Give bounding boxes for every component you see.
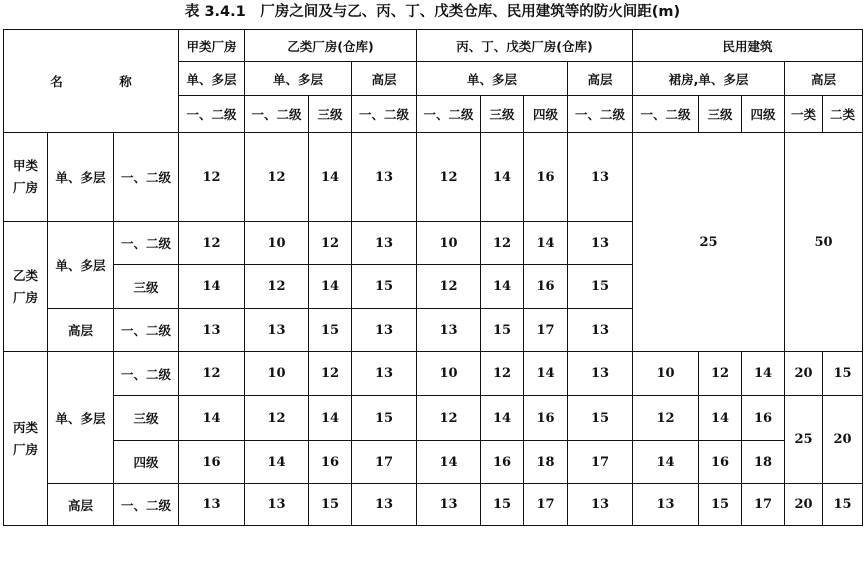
header-class: 一类 <box>785 96 823 133</box>
header-civil-podium: 裙房,单、多层 <box>633 62 785 96</box>
header-civil: 民用建筑 <box>633 30 863 62</box>
merged-bing-class2: 20 <box>823 396 863 484</box>
value-cell: 14 <box>481 133 524 222</box>
row-label-grade: 一、二级 <box>114 309 179 352</box>
value-cell: 12 <box>309 352 352 396</box>
table-title: 表 3.4.1 厂房之间及与乙、丙、丁、戊类仓库、民用建筑等的防火间距(m) <box>184 4 681 20</box>
value-cell: 13 <box>417 484 481 526</box>
value-cell: 16 <box>179 441 245 484</box>
value-cell: 14 <box>699 396 742 441</box>
value-cell: 15 <box>481 309 524 352</box>
header-grade: 一、二级 <box>179 96 245 133</box>
value-cell: 12 <box>417 265 481 309</box>
value-cell: 17 <box>352 441 417 484</box>
value-cell: 13 <box>417 309 481 352</box>
row-label-grade: 一、二级 <box>114 484 179 526</box>
table-row <box>4 133 863 222</box>
value-cell: 10 <box>417 352 481 396</box>
value-cell: 17 <box>742 484 785 526</box>
value-cell: 10 <box>633 352 699 396</box>
value-cell: 16 <box>699 441 742 484</box>
value-cell: 14 <box>481 396 524 441</box>
value-cell: 12 <box>699 352 742 396</box>
value-cell: 12 <box>309 222 352 265</box>
value-cell: 13 <box>179 309 245 352</box>
value-cell: 14 <box>309 396 352 441</box>
row-label-grade: 三级 <box>114 265 179 309</box>
value-cell: 13 <box>245 484 309 526</box>
header-yi-factory: 乙类厂房(仓库) <box>245 30 417 62</box>
value-cell: 16 <box>481 441 524 484</box>
row-label-grade: 一、二级 <box>114 222 179 265</box>
value-cell: 10 <box>245 222 309 265</box>
header-grade: 四级 <box>742 96 785 133</box>
row-label-high: 高层 <box>48 309 114 352</box>
value-cell: 14 <box>481 265 524 309</box>
value-cell: 13 <box>633 484 699 526</box>
value-cell: 15 <box>823 352 863 396</box>
value-cell: 13 <box>352 352 417 396</box>
value-cell: 16 <box>524 265 568 309</box>
value-cell: 12 <box>417 396 481 441</box>
value-cell: 12 <box>245 396 309 441</box>
table-row <box>4 484 863 526</box>
merged-bing-class1: 25 <box>785 396 823 484</box>
header-grade: 一、二级 <box>568 96 633 133</box>
header-bing-factory: 丙、丁、戊类厂房(仓库) <box>417 30 633 62</box>
value-cell: 16 <box>524 396 568 441</box>
value-cell: 14 <box>245 441 309 484</box>
row-label-grade: 一、二级 <box>114 133 179 222</box>
table-row <box>4 441 863 484</box>
value-cell: 10 <box>245 352 309 396</box>
value-cell: 13 <box>179 484 245 526</box>
header-name: 名 称 <box>4 30 179 133</box>
header-jia-factory: 甲类厂房 <box>179 30 245 62</box>
value-cell: 14 <box>179 265 245 309</box>
value-cell: 15 <box>823 484 863 526</box>
header-grade: 一、二级 <box>633 96 699 133</box>
value-cell: 12 <box>179 133 245 222</box>
value-cell: 14 <box>309 133 352 222</box>
value-cell: 12 <box>245 133 309 222</box>
header-grade: 三级 <box>481 96 524 133</box>
value-cell: 13 <box>568 484 633 526</box>
merged-civil-low: 25 <box>633 133 785 352</box>
header-class: 二类 <box>823 96 863 133</box>
value-cell: 15 <box>481 484 524 526</box>
value-cell: 18 <box>524 441 568 484</box>
value-cell: 10 <box>417 222 481 265</box>
header-grade: 三级 <box>699 96 742 133</box>
row-label-bing: 丙类厂房 <box>4 352 48 526</box>
value-cell: 12 <box>481 352 524 396</box>
value-cell: 13 <box>352 484 417 526</box>
value-cell: 13 <box>352 309 417 352</box>
row-label-yi: 乙类厂房 <box>4 222 48 352</box>
header-grade: 四级 <box>524 96 568 133</box>
value-cell: 14 <box>633 441 699 484</box>
value-cell: 13 <box>245 309 309 352</box>
row-label-single-multi: 单、多层 <box>48 222 114 309</box>
row-label-grade: 一、二级 <box>114 352 179 396</box>
header-bing-high: 高层 <box>568 62 633 96</box>
value-cell: 15 <box>699 484 742 526</box>
value-cell: 13 <box>352 222 417 265</box>
row-label-single-multi: 单、多层 <box>48 133 114 222</box>
value-cell: 17 <box>568 441 633 484</box>
value-cell: 13 <box>352 133 417 222</box>
value-cell: 14 <box>309 265 352 309</box>
fire-distance-table <box>3 29 863 526</box>
header-grade: 三级 <box>309 96 352 133</box>
value-cell: 13 <box>568 222 633 265</box>
header-grade: 一、二级 <box>352 96 417 133</box>
value-cell: 18 <box>742 441 785 484</box>
header-civil-high: 高层 <box>785 62 863 96</box>
merged-civil-high: 50 <box>785 133 863 352</box>
value-cell: 16 <box>742 396 785 441</box>
value-cell: 13 <box>568 309 633 352</box>
value-cell: 14 <box>742 352 785 396</box>
value-cell: 15 <box>352 396 417 441</box>
value-cell: 14 <box>417 441 481 484</box>
value-cell: 13 <box>568 352 633 396</box>
value-cell: 12 <box>633 396 699 441</box>
value-cell: 14 <box>524 222 568 265</box>
row-label-single-multi: 单、多层 <box>48 352 114 484</box>
header-yi-high: 高层 <box>352 62 417 96</box>
value-cell: 16 <box>524 133 568 222</box>
header-grade: 一、二级 <box>417 96 481 133</box>
value-cell: 15 <box>568 265 633 309</box>
value-cell: 17 <box>524 484 568 526</box>
value-cell: 12 <box>179 222 245 265</box>
value-cell: 15 <box>568 396 633 441</box>
value-cell: 15 <box>352 265 417 309</box>
value-cell: 13 <box>568 133 633 222</box>
value-cell: 15 <box>309 309 352 352</box>
header-grade: 一、二级 <box>245 96 309 133</box>
table-row <box>4 396 863 441</box>
value-cell: 20 <box>785 352 823 396</box>
row-label-grade: 四级 <box>114 441 179 484</box>
header-yi-single-multi: 单、多层 <box>245 62 352 96</box>
value-cell: 20 <box>785 484 823 526</box>
value-cell: 14 <box>524 352 568 396</box>
value-cell: 16 <box>309 441 352 484</box>
header-bing-single-multi: 单、多层 <box>417 62 568 96</box>
header-jia-single-multi: 单、多层 <box>179 62 245 96</box>
table-row <box>4 352 863 396</box>
value-cell: 12 <box>417 133 481 222</box>
value-cell: 12 <box>179 352 245 396</box>
value-cell: 12 <box>481 222 524 265</box>
row-label-grade: 三级 <box>114 396 179 441</box>
row-label-jia: 甲类厂房 <box>4 133 48 222</box>
row-label-high: 高层 <box>48 484 114 526</box>
value-cell: 15 <box>309 484 352 526</box>
value-cell: 14 <box>179 396 245 441</box>
value-cell: 17 <box>524 309 568 352</box>
value-cell: 12 <box>245 265 309 309</box>
